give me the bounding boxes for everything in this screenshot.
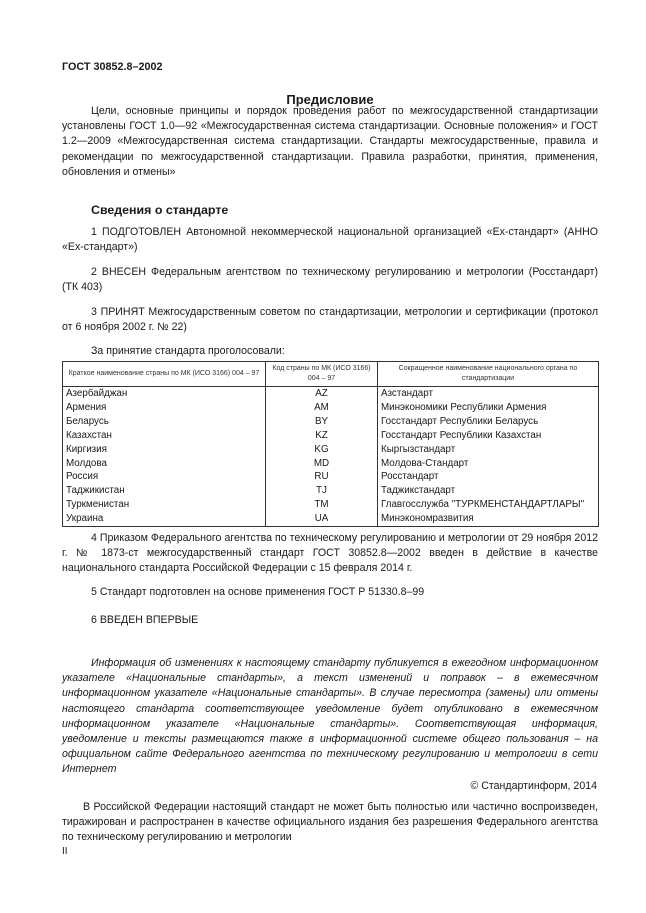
body-cell: Азстандарт: [378, 387, 599, 401]
code-cell: RU: [266, 470, 378, 484]
code-cell: TJ: [266, 484, 378, 498]
item-6: 6 ВВЕДЕН ВПЕРВЫЕ: [91, 614, 199, 626]
item-4-text: 4 Приказом Федерального агентства по техническому регулированию и метрологии от 29 ноября 2012 г. № 1873-ст межгосударственный стандарт ГОСТ 30852.8—2002 введен в действие в качестве национального стандарта Российской Федерации с 15 февраля 2014 г.: [62, 532, 598, 575]
country-cell: Киргизия: [63, 443, 266, 457]
body-cell: Минэкономики Республики Армения: [378, 401, 599, 415]
code-cell: AM: [266, 401, 378, 415]
preface-paragraph: [62, 104, 598, 180]
table-row: [63, 512, 599, 526]
body-cell: Таджикстандарт: [378, 484, 599, 498]
country-cell: Казахстан: [63, 429, 266, 443]
body-cell: Госстандарт Республики Казахстан: [378, 429, 599, 443]
table-row: [63, 457, 599, 471]
preface-text: Цели, основные принципы и порядок проведения работ по межгосударственной стандартизации установлены ГОСТ 1.0—92 «Межгосударственная система стандартизации. Основные положения» и ГОСТ 1.2—2009 «Межгосударственная система стандартизации. Стандарты межгосударственные, правила и рекомендации по межгосударственной стандартизации. Правила разработки, принятия, применения, обновления и отмены»: [62, 105, 598, 178]
body-cell: Минэкономразвития: [378, 512, 599, 526]
rights-text: В Российской Федерации настоящий стандарт не может быть полностью или частично воспроизведен, тиражирован и распространен в качестве официального издания без разрешения Федерального агентства по техническому регулированию и метрологии: [62, 801, 598, 844]
table-row: [63, 484, 599, 498]
page-title: Предисловие: [286, 92, 374, 107]
code-cell: AZ: [266, 387, 378, 401]
column-header-body: Сокращенное наименование национального органа по стандартизации: [378, 362, 599, 387]
country-cell: Россия: [63, 470, 266, 484]
table-row: [63, 498, 599, 512]
body-cell: Росстандарт: [378, 470, 599, 484]
country-cell: Молдова: [63, 457, 266, 471]
table-row: [63, 415, 599, 429]
rights-paragraph: [62, 800, 598, 846]
item-1-text: 1 ПОДГОТОВЛЕН Автономной некоммерческой национальной организацией «Ех-стандарт» (АННО «Ех-стандарт»): [62, 226, 598, 254]
code-cell: MD: [266, 457, 378, 471]
table-row: [63, 470, 599, 484]
country-cell: Беларусь: [63, 415, 266, 429]
body-cell: Госстандарт Республики Беларусь: [378, 415, 599, 429]
body-cell: Главгосслужба "ТУРКМЕНСТАНДАРТЛАРЫ": [378, 498, 599, 512]
table-row: [63, 387, 599, 401]
info-paragraph: [62, 656, 598, 778]
item-2: [62, 265, 598, 295]
country-cell: Туркменистан: [63, 498, 266, 512]
votes-table: [62, 361, 599, 527]
column-header-code: Код страны по МК (ИСО 3166) 004 – 97: [266, 362, 378, 387]
body-cell: Кыргызстандарт: [378, 443, 599, 457]
item-4: [62, 531, 598, 577]
item-5: 5 Стандарт подготовлен на основе применения ГОСТ Р 51330.8–99: [91, 586, 425, 598]
code-cell: KG: [266, 443, 378, 457]
section-heading: Сведения о стандарте: [91, 203, 229, 217]
table-header-row: [63, 362, 599, 387]
code-cell: BY: [266, 415, 378, 429]
country-cell: Украина: [63, 512, 266, 526]
body-cell: Молдова-Стандарт: [378, 457, 599, 471]
code-cell: KZ: [266, 429, 378, 443]
item-3-text: 3 ПРИНЯТ Межгосударственным советом по стандартизации, метрологии и сертификации (протокол от 6 ноября 2002 г. № 22): [62, 306, 598, 334]
code-cell: TM: [266, 498, 378, 512]
info-text: Информация об изменениях к настоящему стандарту публикуется в ежегодном информационном указателе «Национальные стандарты», а текст изменений и поправок – в ежемесячном информационном указателе «Национальные стандарты». В случае пересмотра (замены) или отмены настоящего стандарта соответствующее уведомление будет опубликовано в ежемесячном информационном указателе «Национальные стандарты». Соответствующая информация, уведомление и тексты размещаются также в информационной системе общего пользования – на официальном сайте Федерального агентства по техническому регулированию и метрологии в сети Интернет: [62, 657, 598, 776]
country-cell: Таджикистан: [63, 484, 266, 498]
document-header: ГОСТ 30852.8–2002: [62, 61, 163, 73]
page-number: II: [62, 846, 68, 857]
item-1: [62, 225, 598, 255]
copyright: © Стандартинформ, 2014: [470, 780, 597, 792]
code-cell: UA: [266, 512, 378, 526]
item-2-text: 2 ВНЕСЕН Федеральным агентством по техническому регулированию и метрологии (Росстандарт) (ТК 403): [62, 266, 598, 294]
table-row: [63, 443, 599, 457]
table-row: [63, 401, 599, 415]
table-row: [63, 429, 599, 443]
column-header-country: Краткое наименование страны по МК (ИСО 3166) 004 – 97: [63, 362, 266, 387]
country-cell: Азербайджан: [63, 387, 266, 401]
votes-caption: За принятие стандарта проголосовали:: [91, 345, 285, 357]
country-cell: Армения: [63, 401, 266, 415]
item-3: [62, 305, 598, 335]
